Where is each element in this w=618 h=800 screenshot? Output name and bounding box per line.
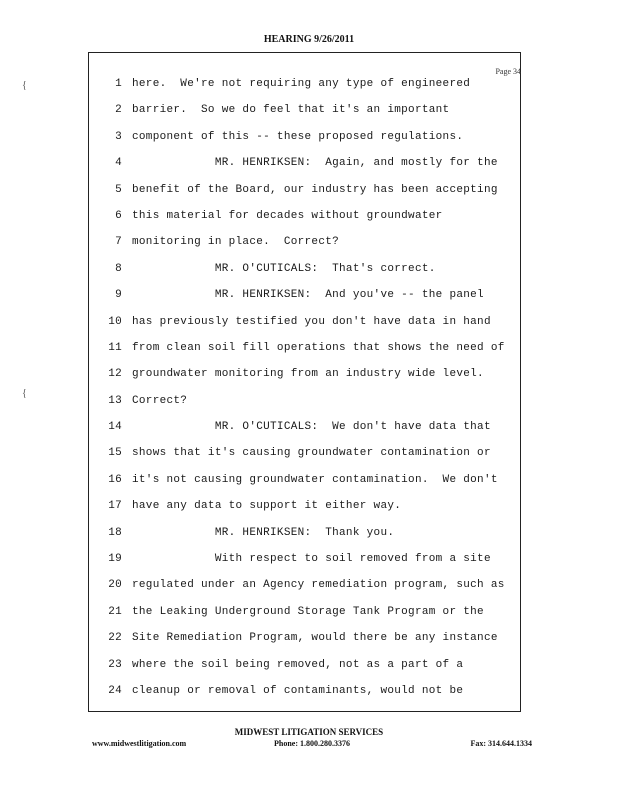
transcript-line [88,203,521,229]
line-number: 7 [115,236,122,249]
transcript-line [88,572,521,598]
footer-phone: Phone: 1.800.280.3376 [274,739,350,748]
line-number: 24 [108,684,122,697]
line-text: MR. HENRIKSEN: And you've -- the panel [132,289,484,302]
line-number: 22 [108,632,122,645]
transcript-line [88,124,521,150]
line-text: this material for decades without groundwater [132,209,443,222]
line-number: 15 [108,447,122,460]
page-header-title: HEARING 9/26/2011 [263,34,355,45]
transcript-line [88,440,521,466]
line-text: MR. O'CUTICALS: That's correct. [132,262,436,275]
transcript-line [88,467,521,493]
line-text: cleanup or removal of contaminants, would not be [132,684,464,697]
line-number: 18 [108,526,122,539]
transcript-lines [88,71,521,704]
line-text: Site Remediation Program, would there be any instance [132,632,498,645]
transcript-line [88,309,521,335]
line-text: Correct? [132,394,188,407]
footer-website: www.midwestlitigation.com [92,739,187,748]
line-number: 9 [115,289,122,302]
line-text: MR. O'CUTICALS: We don't have data that [132,421,491,434]
transcript-line [88,625,521,651]
line-number: 21 [108,605,122,618]
line-text: MR. HENRIKSEN: Again, and mostly for the [132,157,498,170]
line-text: shows that it's causing groundwater contamination or [132,447,491,460]
margin-bracket-icon: { [22,388,27,399]
transcript-line [88,493,521,519]
line-number: 8 [115,262,122,275]
transcript-line [88,546,521,572]
line-number: 19 [108,553,122,566]
transcript-line [88,97,521,123]
transcript-line [88,414,521,440]
transcript-line [88,520,521,546]
line-number: 13 [108,394,122,407]
line-text: it's not causing groundwater contamination. We don't [132,473,498,486]
transcript-line [88,71,521,97]
transcript-line [88,652,521,678]
footer-company: MIDWEST LITIGATION SERVICES [234,727,384,737]
line-text: MR. HENRIKSEN: Thank you. [132,526,395,539]
line-text: benefit of the Board, our industry has been accepting [132,183,498,196]
line-number: 10 [108,315,122,328]
line-text: from clean soil fill operations that shows the need of [132,341,505,354]
page-number: Page 34 [495,67,521,76]
line-number: 17 [108,500,122,513]
line-text: have any data to support it either way. [132,500,402,513]
line-text: groundwater monitoring from an industry wide level. [132,368,484,381]
transcript-line [88,678,521,704]
transcript-line [88,335,521,361]
line-number: 2 [115,104,122,117]
transcript-line [88,599,521,625]
line-text: where the soil being removed, not as a part of a [132,658,464,671]
transcript-line [88,361,521,387]
transcript-line [88,229,521,255]
line-number: 11 [108,341,122,354]
line-number: 3 [115,130,122,143]
line-text: barrier. So we do feel that it's an important [132,104,450,117]
line-number: 16 [108,473,122,486]
line-number: 12 [108,368,122,381]
line-text: With respect to soil removed from a site [132,553,491,566]
line-number: 5 [115,183,122,196]
transcript-line [88,177,521,203]
margin-bracket-icon: { [22,80,27,91]
transcript-line [88,150,521,176]
line-text: here. We're not requiring any type of engineered [132,78,471,90]
line-number: 4 [115,157,122,170]
transcript-line [88,282,521,308]
transcript-line [88,388,521,414]
line-number: 6 [115,209,122,222]
line-number: 23 [108,658,122,671]
line-number: 1 [115,78,122,90]
footer-fax: Fax: 314.644.1334 [470,739,532,748]
line-text: component of this -- these proposed regulations. [132,130,464,143]
transcript-line [88,256,521,282]
line-number: 14 [108,421,122,434]
line-number: 20 [108,579,122,592]
line-text: regulated under an Agency remediation program, such as [132,579,505,592]
line-text: has previously testified you don't have data in hand [132,315,491,328]
line-text: the Leaking Underground Storage Tank Program or the [132,605,484,618]
line-text: monitoring in place. Correct? [132,236,340,249]
